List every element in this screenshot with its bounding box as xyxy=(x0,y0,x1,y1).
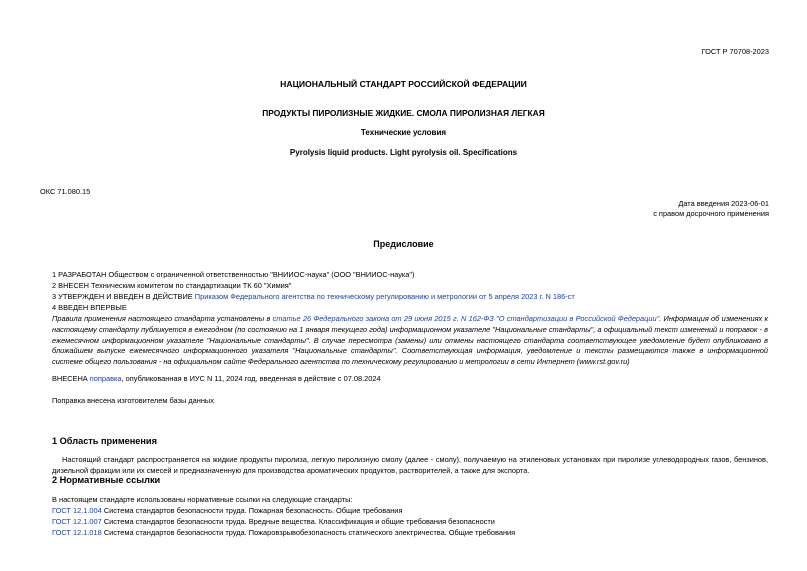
normative-reference-item xyxy=(52,528,515,537)
amendment-rest: , опубликованная в ИУС N 11, 2024 год, введенная в действие с 07.08.2024 xyxy=(121,374,381,383)
gost-reference-link[interactable]: ГОСТ 12.1.004 xyxy=(52,506,102,515)
introduction-date: Дата введения 2023-06-01 xyxy=(678,199,769,208)
gost-reference-link[interactable]: ГОСТ 12.1.007 xyxy=(52,517,102,526)
foreword-item-1: 1 РАЗРАБОТАН Обществом с ограниченной ответственностью "ВНИИОС-наука" (ООО "ВНИИОС-наука") xyxy=(52,270,415,279)
amendment-link[interactable]: поправка xyxy=(89,374,122,383)
reference-title: Система стандартов безопасности труда. Пожаровзрывобезопасность статического электричества. Общие требования xyxy=(101,528,516,537)
document-subtitle-ru: Технические условия xyxy=(360,128,447,137)
early-application-note: с правом досрочного применения xyxy=(653,209,769,218)
application-rules-paragraph xyxy=(52,314,768,368)
foreword-item-2: 2 ВНЕСЕН Техническим комитетом по стандартизации ТК 60 "Химия" xyxy=(52,281,292,290)
foreword-item-4: 4 ВВЕДЕН ВПЕРВЫЕ xyxy=(52,303,127,312)
foreword-item-3-label: 3 УТВЕРЖДЕН И ВВЕДЕН В ДЕЙСТВИЕ xyxy=(52,292,195,301)
normative-reference-item xyxy=(52,506,402,515)
section-1-text: Настоящий стандарт распространяется на жидкие продукты пиролиза, легкую пиролизную смолу (далее - смолу), получаемую на этиленовых установках при пиролизе углеводородных газов, бензинов, дизельной фракции или их смесей и предназначенную для производства ароматических продуктов, растворителей, а также для экспорта. xyxy=(52,455,768,475)
reference-title: Система стандартов безопасности труда. Вредные вещества. Классификация и общие требования безопасности xyxy=(101,517,495,526)
foreword-heading: Предисловие xyxy=(373,239,434,249)
amendment-prefix: ВНЕСЕНА xyxy=(52,374,90,383)
document-id: ГОСТ Р 70708-2023 xyxy=(701,47,769,56)
oks-code: ОКС 71.080.15 xyxy=(40,187,91,196)
foreword-item-3 xyxy=(52,292,575,301)
document-title-ru: ПРОДУКТЫ ПИРОЛИЗНЫЕ ЖИДКИЕ. СМОЛА ПИРОЛИЗНАЯ ЛЕГКАЯ xyxy=(262,108,545,118)
reference-title: Система стандартов безопасности труда. Пожарная безопасность. Общие требования xyxy=(101,506,403,515)
section-2-intro: В настоящем стандарте использованы нормативные ссылки на следующие стандарты: xyxy=(52,495,353,504)
correction-note: Поправка внесена изготовителем базы данных xyxy=(52,396,214,405)
order-link[interactable]: Приказом Федерального агентства по техническому регулированию и метрологии от 5 апреля 2023 г. N 186-ст xyxy=(194,292,575,301)
amendment-note xyxy=(52,374,381,383)
section-2-heading: 2 Нормативные ссылки xyxy=(52,475,161,485)
national-standard-label: НАЦИОНАЛЬНЫЙ СТАНДАРТ РОССИЙСКОЙ ФЕДЕРАЦИИ xyxy=(280,79,527,89)
standardization-law-link[interactable]: "О стандартизации в Российской Федерации" xyxy=(496,314,660,323)
section-1-heading: 1 Область применения xyxy=(52,436,157,446)
rules-text: . Информация об изменениях к настоящему стандарту публикуется в ежегодном (по состоянию на 1 января текущего года) информационном указателе "Национальные стандарты", а официальный текст изменений и поправок - в ежемесячном информационном указателе "Национальные стандарты". В случае пересмотра (замены) или отмены настоящего стандарта соответствующее уведомление будет опубликовано в ближайшем выпуске ежемесячного информационного указателя "Национальные стандарты". Соответствующая информация, уведомление и тексты размещаются также в информационной системе общего пользования - на официальном сайте Федерального агентства по техническому регулированию и метрологии в сети Интернет (www.rst.gov.ru) xyxy=(52,314,768,367)
federal-law-article-link[interactable]: статье 26 Федерального закона от 29 июня 2015 г. N 162-ФЗ xyxy=(272,314,494,323)
document-title-en: Pyrolysis liquid products. Light pyrolysis oil. Specifications xyxy=(289,148,518,157)
rules-prefix: Правила применения настоящего стандарта установлены в xyxy=(52,314,273,323)
gost-reference-link[interactable]: ГОСТ 12.1.018 xyxy=(52,528,102,537)
normative-reference-item xyxy=(52,517,495,526)
